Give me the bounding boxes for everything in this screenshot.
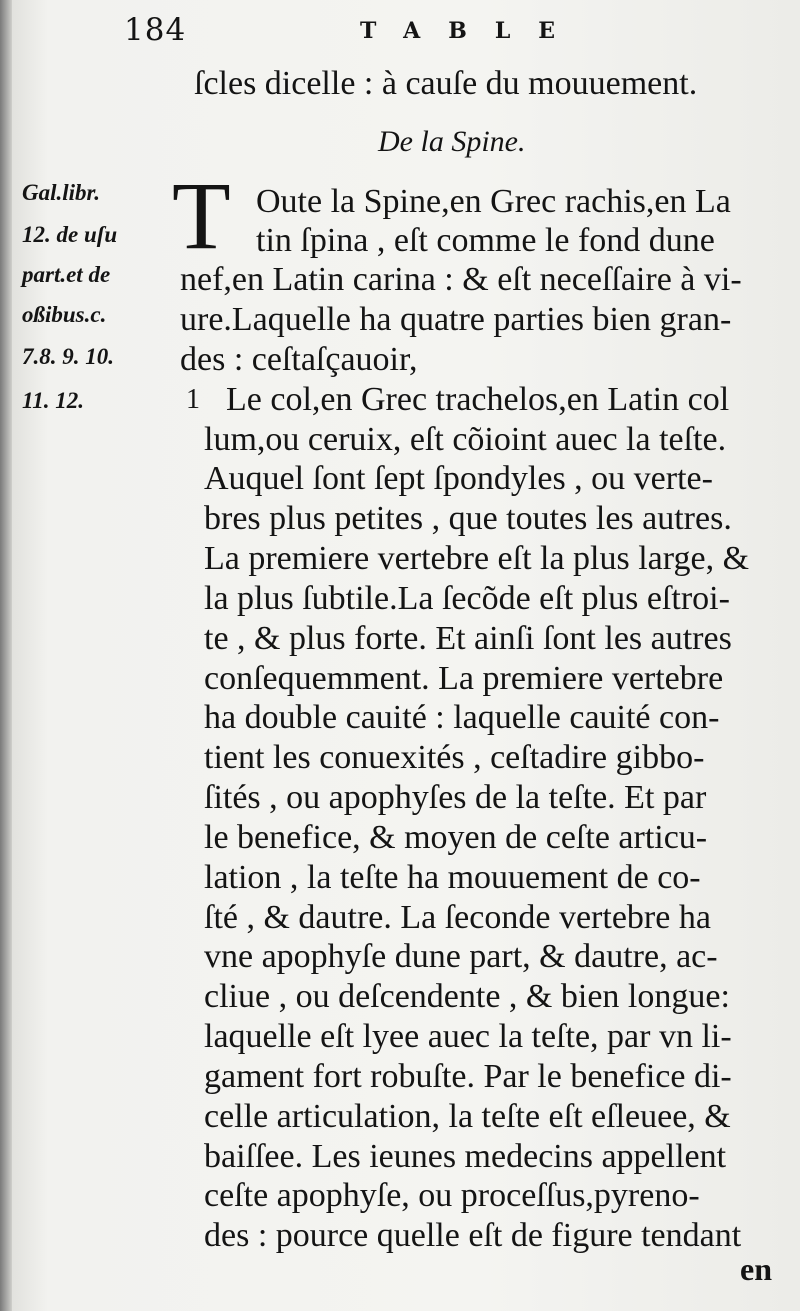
- margin-note-line: Gal.libr.: [22, 180, 100, 205]
- page-number: 184: [124, 12, 187, 48]
- intro-line: Oute la Spine,en Grec rachis,en La: [256, 183, 731, 220]
- margin-note-line: 7.8. 9. 10.: [22, 344, 114, 369]
- margin-note-line: oßibus.c.: [22, 302, 107, 327]
- margin-note-line: 12. de uſu: [22, 222, 118, 247]
- paragraph-line: lation , la teſte ha mouuement de co-: [204, 859, 701, 896]
- paragraph-line: conſequemment. La premiere vertebre: [204, 660, 724, 697]
- paragraph-line: laquelle eſt lyee auec la teſte, par vn li-: [204, 1018, 732, 1055]
- catchword: en: [740, 1251, 772, 1287]
- intro-line: ure.Laquelle ha quatre parties bien gran-: [180, 301, 732, 338]
- running-title: TABLE: [360, 18, 584, 44]
- paragraph-line: lum,ou ceruix, eſt cõioint auec la teſte.: [204, 421, 727, 458]
- paragraph-line: ha double cauité : laquelle cauité con-: [204, 699, 720, 736]
- paragraph-line: la plus ſubtile.La ſecõde eſt plus eſtroi-: [204, 580, 730, 617]
- paragraph-line: gament fort robuſte. Par le benefice di-: [204, 1058, 732, 1095]
- paragraph-line: La premiere vertebre eſt la plus large, &: [204, 540, 750, 577]
- paragraph-line: Auquel ſont ſept ſpondyles , ou verte-: [204, 460, 713, 497]
- intro-line: tin ſpina , eſt comme le fond dune: [256, 222, 715, 259]
- page-header: [0, 6, 800, 56]
- paragraph-line: bres plus petites , que toutes les autres.: [204, 500, 732, 537]
- margin-note-line: part.et de: [22, 262, 111, 287]
- intro-line: nef,en Latin carina : & eſt neceſſaire à vi-: [180, 261, 742, 298]
- page-gutter-shadow: [0, 0, 12, 1311]
- paragraph-line: tient les conuexités , ceſtadire gibbo-: [204, 739, 705, 776]
- intro-line: des : ceſtaſçauoir,: [180, 341, 418, 378]
- paragraph-line: cliue , ou deſcendente , & bien longue:: [204, 978, 730, 1015]
- top-line: ſcles dicelle : à cauſe du mouuement.: [194, 65, 698, 102]
- paragraph-line: te , & plus forte. Et ainſi ſont les autres: [204, 620, 732, 657]
- paragraph-line: Le col,en Grec trachelos,en Latin col: [226, 381, 730, 418]
- paragraph-line: ceſte apophyſe, ou proceſſus,pyreno-: [204, 1177, 700, 1214]
- paragraph-number: 1: [186, 384, 200, 415]
- paragraph-line: le benefice, & moyen de ceſte articu-: [204, 819, 708, 856]
- drop-capital: T: [172, 162, 231, 269]
- paragraph-line: ſités , ou apophyſes de la teſte. Et par: [204, 779, 707, 816]
- paragraph-line: vne apophyſe dune part, & dautre, ac-: [204, 938, 718, 975]
- paragraph-line: ſté , & dautre. La ſeconde vertebre ha: [204, 899, 711, 936]
- paragraph-line: celle articulation, la teſte eſt eſleuee, &: [204, 1098, 731, 1135]
- section-heading: De la Spine.: [378, 125, 526, 158]
- paragraph-line: des : pource quelle eſt de figure tendant: [204, 1217, 742, 1254]
- margin-note-line: 11. 12.: [22, 388, 84, 413]
- paragraph-line: baiſſee. Les ieunes medecins appellent: [204, 1138, 727, 1175]
